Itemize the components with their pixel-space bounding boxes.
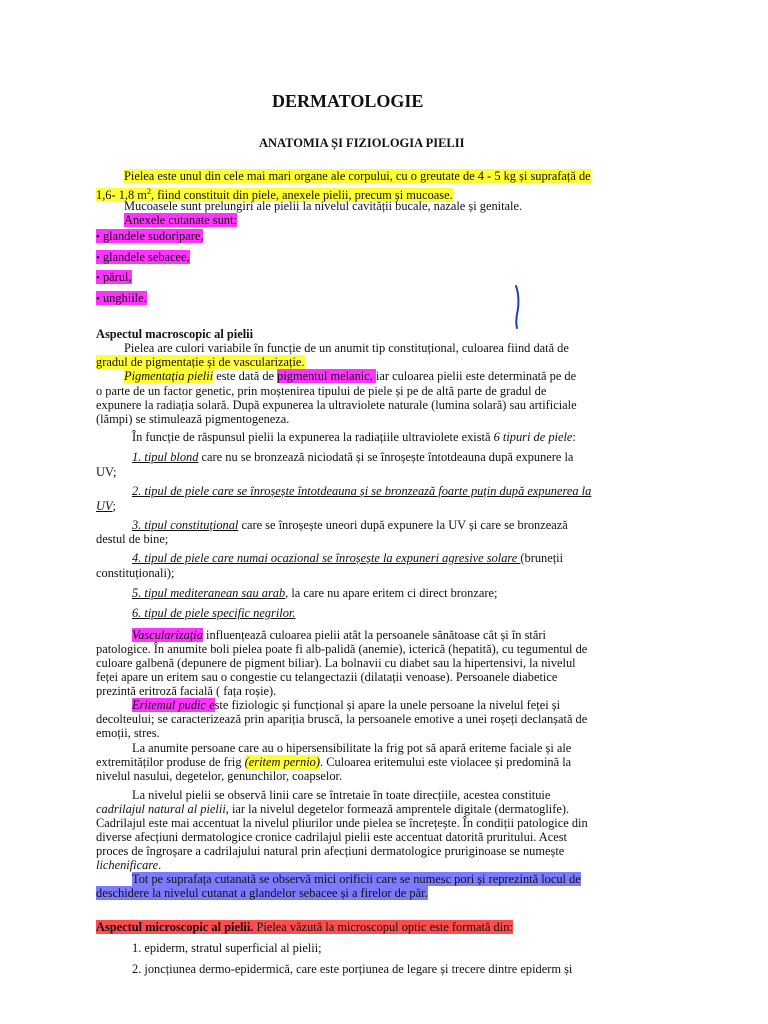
paragraph-line: Eritemul pudic este fiziologic și funcțional și apare la unele persoane la nivelul feței și <box>132 698 561 712</box>
bullet-icon: • <box>96 293 100 305</box>
paragraph-line: lichenificare. <box>96 858 162 872</box>
paragraph-line: cadrilajul natural al pielii, iar la nivelul degetelor formează amprentele digitale (dermatoglife). <box>96 802 570 816</box>
paragraph-line: expunere la radiația solară. După expunerea la ultraviolete naturale (lumina solară) sau artificiale <box>96 398 577 412</box>
list-item: 2. joncțiunea dermo-epidermică, care este porțiunea de legare și trecere dintre epiderm și <box>132 962 573 976</box>
paragraph-line: Pigmentația pielii este dată de pigmentul melanic, iar culoarea pielii este determinată pe de <box>124 369 577 383</box>
skin-type-item: UV; <box>96 499 116 513</box>
page-title: DERMATOLOGIE <box>272 91 424 111</box>
skin-type-item: 4. tipul de piele care numai ocazional se înroșește la expuneri agresive solare (bruneții <box>132 551 564 565</box>
skin-type-item: 3. tipul constituțional care se înroșește uneori după expunere la UV și care se bronzează <box>132 518 568 532</box>
paragraph-line: deschidere la nivelul cutanat a glandelor sebacee și a firelor de păr. <box>96 886 428 900</box>
paragraph-line: decolteului; se caracterizează prin apariția bruscă, la persoanele emotive a unei roșeți declanșată de <box>96 712 588 726</box>
paragraph-line: La nivelul pielii se observă linii care se întretaie în toate direcțiile, acestea constituie <box>132 788 551 802</box>
paragraph-line: Vascularizația influențează culoarea pielii atât la persoanele sănătoase cât și în stări <box>132 628 546 642</box>
page-subtitle: ANATOMIA ȘI FIZIOLOGIA PIELII <box>259 136 465 150</box>
paragraph-line: diverse afecțiuni dermatologice cronice cadrilajul pielii este accentuat datorită pruritului. Acest <box>96 830 567 844</box>
skin-type-item: 6. tipul de piele specific negrilor. <box>132 606 296 620</box>
skin-type-item: UV; <box>96 465 117 479</box>
skin-type-item: destul de bine; <box>96 532 169 546</box>
annexes-line: Anexele cutanate sunt: <box>124 213 237 227</box>
skin-type-item: constituționali); <box>96 566 175 580</box>
section-heading: Aspectul microscopic al pielii. Pielea văzută la microscopul optic este formată din: <box>96 920 513 934</box>
paragraph-line: Cadrilajul este mai accentuat la nivelul pliurilor unde pielea se încrețește. În condiții patologice din <box>96 816 588 830</box>
paragraph-line: gradul de pigmentație și de vascularizație. <box>96 355 305 369</box>
paragraph-line: În funcție de răspunsul pielii la expunerea la radiațiile ultraviolete există 6 tipuri de piele: <box>132 430 576 444</box>
list-item: • glandele sebacee, <box>96 250 190 264</box>
bullet-icon: • <box>96 231 100 243</box>
paragraph-line: (lămpi) se stimulează pigmentogeneza. <box>96 412 290 426</box>
list-item: • unghiile. <box>96 291 147 305</box>
paragraph-line: Tot pe suprafața cutanată se observă mici orificii care se numesc pori și reprezintă locul de <box>132 872 581 886</box>
paragraph-line: nivelul nasului, degetelor, genunchilor, coapselor. <box>96 769 343 783</box>
pen-mark-icon <box>510 284 524 330</box>
paragraph-line: o parte de un factor genetic, prin moștenirea tipului de piele și pe de altă parte de gradul de <box>96 384 547 398</box>
skin-type-item: 5. tipul mediteranean sau arab, la care nu apare eritem ci direct bronzare; <box>132 586 498 600</box>
bullet-icon: • <box>96 272 100 284</box>
paragraph-line: prezintă eritroză facială ( fața roșie). <box>96 684 277 698</box>
intro-line: Pielea este unul din cele mai mari organe ale corpului, cu o greutate de 4 - 5 kg și suprafață de <box>124 169 591 183</box>
list-item: • părul, <box>96 270 132 284</box>
skin-type-item: 2. tipul de piele care se înroșește întotdeauna și se bronzează foarte puțin după expunerea la <box>132 484 592 498</box>
paragraph-line: patologice. În anumite boli pielea poate fi alb-palidă (anemie), icterică (hepatită), cu tegumentul de <box>96 642 588 656</box>
paragraph-line: proces de îngroșare a cadrilajului natural prin afecțiuni dermatologice pruriginoase se numește <box>96 844 565 858</box>
paragraph-line: extremităților produse de frig (eritem pernio). Culoarea eritemului este violacee și predomină la <box>96 755 572 769</box>
paragraph-line: La anumite persoane care au o hipersensibilitate la frig pot să apară eriteme faciale și ale <box>132 741 572 755</box>
paragraph-line: culoare galbenă (depunere de pigment biliar). La bolnavii cu diabet sau la hipertensivi, la nivelul <box>96 656 576 670</box>
list-item: 1. epiderm, stratul superficial al pielii; <box>132 941 322 955</box>
paragraph-line: emoții, stres. <box>96 726 160 740</box>
section-heading: Aspectul macroscopic al pielii <box>96 327 254 341</box>
paragraph-line: Pielea are culori variabile în funcție de un anumit tip constituțional, culoarea fiind dată de <box>124 341 569 355</box>
skin-type-item: 1. tipul blond care nu se bronzează niciodată și se înroșește întotdeauna după expunere la <box>132 450 574 464</box>
paragraph-line: feței apare un eritem sau o congestie cu telangectazii (dilatații venoase). Persoanele diabetice <box>96 670 558 684</box>
list-item: • glandele sudoripare, <box>96 229 204 243</box>
mucous-line: Mucoasele sunt prelungiri ale pielii la nivelul cavității bucale, nazale și genitale. <box>124 199 523 213</box>
bullet-icon: • <box>96 252 100 264</box>
intro-line: 1,6- 1,8 $m^2$, fiind constituit din piele, anexele pielii, precum și mucoase. <box>96 187 453 203</box>
